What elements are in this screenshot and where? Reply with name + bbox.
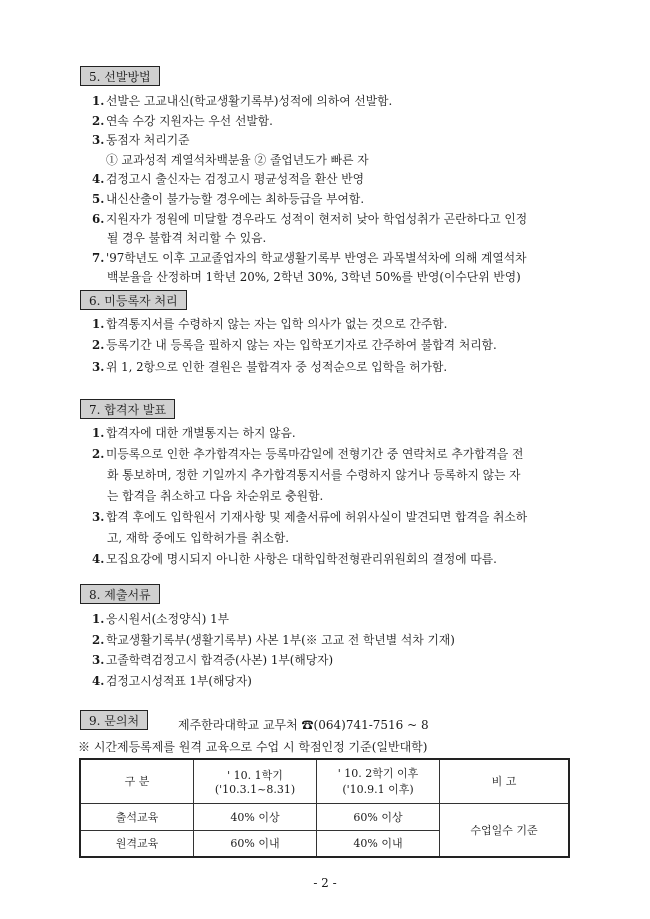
header-semester-2-range: ('10.9.1 이후)	[342, 783, 414, 797]
list-text: 될 경우 불합격 처리할 수 있음.	[107, 231, 267, 246]
list-text: 검정고시성적표 1부(해당자)	[106, 673, 252, 688]
list-number: 3.	[92, 653, 105, 667]
list-text: 합격자에 대한 개별통지는 하지 않음.	[106, 426, 296, 440]
list-text: ① 교과성적 계열석차백분율 ② 졸업년도가 빠른 자	[106, 152, 369, 167]
list-number: 2.	[92, 338, 105, 353]
list-item	[92, 113, 273, 129]
list-number: 4.	[92, 673, 105, 688]
section-5-header: 5. 선발방법	[80, 66, 160, 86]
list-number: 4.	[92, 552, 105, 566]
list-text: 합격통지서를 수령하지 않는 자는 입학 의사가 없는 것으로 간주함.	[106, 317, 448, 331]
list-number: 7.	[92, 250, 105, 265]
list-text: 내신산출이 불가능할 경우에는 최하등급을 부여함.	[106, 192, 365, 206]
list-number: 2.	[92, 447, 105, 461]
section-7-header: 7. 합격자 발표	[80, 399, 175, 419]
list-text: 학교생활기록부(생활기록부) 사본 1부(※ 고교 전 학년별 석차 기재)	[106, 632, 455, 647]
page-number: - 2 -	[313, 876, 337, 890]
list-item	[92, 93, 392, 109]
section-9-header: 9. 문의처	[80, 710, 148, 730]
list-item	[92, 652, 333, 668]
list-text: '97학년도 이후 고교졸업자의 학교생활기록부 반영은 과목별석차에 의해 계열석차	[106, 250, 527, 265]
list-text: 선발은 고교내신(학교생활기록부)성적에 의하여 선발함.	[106, 94, 393, 108]
list-text: 백분율을 산정하며 1학년 20%, 2학년 30%, 3학년 50%를 반영(이수단위 반영)	[107, 270, 521, 285]
list-text: 검정고시 출신자는 검정고시 평균성적을 환산 반영	[106, 172, 365, 187]
header-semester-1	[194, 759, 317, 803]
list-item	[92, 316, 447, 332]
list-number: 1.	[92, 317, 105, 331]
list-text: 등록기간 내 등록을 필하지 않는 자는 입학포기자로 간주하여 불합격 처리함.	[106, 338, 497, 353]
list-item	[92, 632, 455, 648]
header-category: 구 분	[80, 759, 194, 803]
list-item	[92, 211, 527, 227]
credit-note: ※ 시간제등록제를 원격 교육으로 수업 시 학점인정 기준(일반대학)	[78, 740, 428, 754]
list-item	[92, 359, 447, 375]
section-8-header: 8. 제출서류	[80, 584, 160, 604]
row-value: 60% 이상	[317, 803, 440, 830]
list-number: 1.	[92, 94, 105, 108]
list-item	[92, 551, 497, 567]
list-text: 고졸학력검정고시 합격증(사본) 1부(해당자)	[106, 653, 334, 667]
header-semester-2	[317, 759, 440, 803]
list-item	[92, 673, 252, 689]
list-number: 2.	[92, 113, 105, 128]
list-item	[92, 509, 527, 525]
list-text: 위 1, 2항으로 인한 결원은 불합격자 중 성적순으로 입학을 허가함.	[106, 359, 448, 374]
list-item	[92, 132, 190, 148]
list-item	[92, 611, 229, 627]
row-label: 원격교육	[80, 830, 194, 857]
table-row	[80, 803, 569, 830]
row-label: 출석교육	[80, 803, 194, 830]
contact-info: 제주한라대학교 교무처 ☎(064)741-7516 ~ 8	[178, 718, 429, 732]
list-item	[106, 152, 369, 168]
header-remark: 비 고	[440, 759, 570, 803]
list-number: 5.	[92, 192, 105, 206]
list-item	[92, 425, 296, 441]
list-item	[107, 230, 266, 246]
list-item	[107, 467, 521, 483]
credit-table	[79, 758, 570, 858]
list-item	[92, 191, 364, 207]
list-number: 1.	[92, 426, 105, 440]
list-number: 3.	[92, 510, 105, 524]
list-number: 6.	[92, 211, 105, 226]
list-item	[107, 269, 521, 285]
list-text: 연속 수강 지원자는 우선 선발함.	[106, 113, 273, 128]
list-text: 는 합격을 취소하고 다음 차순위로 충원함.	[107, 489, 324, 503]
list-number: 2.	[92, 632, 105, 647]
list-text: 응시원서(소정양식) 1부	[106, 612, 230, 626]
list-text: 미등록으로 인한 추가합격자는 등록마감일에 전형기간 중 연락처로 추가합격을 전	[106, 447, 524, 461]
list-number: 3.	[92, 359, 105, 374]
list-text: 동점자 처리기준	[106, 133, 190, 148]
list-item	[92, 446, 523, 462]
list-number: 3.	[92, 133, 105, 148]
row-value: 40% 이상	[194, 803, 317, 830]
section-6-header: 6. 미등록자 처리	[80, 290, 187, 310]
row-remark: 수업일수 기준	[440, 803, 570, 857]
list-text: 모집요강에 명시되지 아니한 사항은 대학입학전형관리위원회의 결정에 따름.	[106, 552, 497, 566]
list-item	[92, 337, 497, 353]
list-number: 4.	[92, 172, 105, 187]
header-semester-1-title: ' 10. 1학기	[227, 768, 283, 782]
list-text: 고, 재학 중에도 입학허가를 취소함.	[107, 531, 290, 545]
header-semester-1-range: ('10.3.1~8.31)	[214, 782, 296, 796]
list-text: 지원자가 정원에 미달할 경우라도 성적이 현저히 낮아 학업성취가 곤란하다고 인정	[106, 211, 528, 226]
list-number: 1.	[92, 612, 105, 626]
header-semester-2-title: ' 10. 2학기 이후	[337, 767, 419, 781]
list-text: 합격 후에도 입학원서 기재사항 및 제출서류에 허위사실이 발견되면 합격을 취소하	[106, 510, 528, 524]
table-header-row	[80, 759, 569, 803]
list-text: 화 통보하며, 정한 기일까지 추가합격통지서를 수령하지 않거나 등록하지 않는 자	[107, 468, 521, 482]
list-item	[92, 171, 364, 187]
list-item	[107, 530, 289, 546]
row-value: 60% 이내	[194, 830, 317, 857]
list-item	[92, 250, 527, 266]
list-item	[107, 488, 323, 504]
row-value: 40% 이내	[317, 830, 440, 857]
